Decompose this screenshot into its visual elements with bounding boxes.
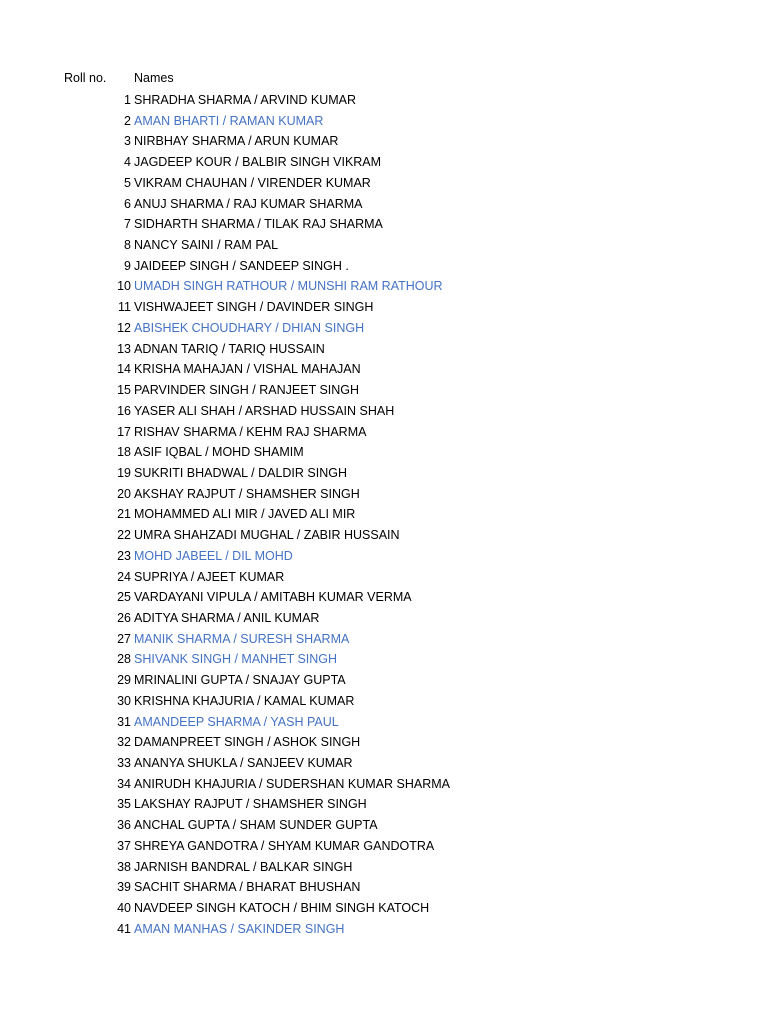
student-parent-name: KRISHNA KHAJURIA / KAMAL KUMAR: [134, 693, 355, 708]
student-parent-name: AMANDEEP SHARMA / YASH PAUL: [134, 714, 339, 729]
roll-number: 41: [117, 921, 131, 936]
student-parent-name: SIDHARTH SHARMA / TILAK RAJ SHARMA: [134, 217, 383, 232]
roll-number: 22: [117, 528, 131, 543]
student-parent-name: ANUJ SHARMA / RAJ KUMAR SHARMA: [134, 196, 363, 211]
student-parent-name: NAVDEEP SINGH KATOCH / BHIM SINGH KATOCH: [134, 901, 430, 916]
student-parent-name: AMAN BHARTI / RAMAN KUMAR: [134, 113, 324, 128]
roll-number: 21: [117, 507, 131, 522]
roll-number: 15: [117, 383, 131, 398]
names-header: Names: [134, 71, 174, 85]
roll-number: 14: [117, 362, 131, 377]
table-row: [0, 879, 768, 900]
student-parent-name: SUKRITI BHADWAL / DALDIR SINGH: [134, 465, 347, 480]
student-parent-name: ABISHEK CHOUDHARY / DHIAN SINGH: [134, 320, 365, 335]
student-parent-name: JAIDEEP SINGH / SANDEEP SINGH .: [134, 258, 349, 273]
table-row: [0, 216, 768, 237]
table-row: [0, 693, 768, 714]
student-parent-name: NIRBHAY SHARMA / ARUN KUMAR: [134, 134, 339, 149]
student-parent-name: MOHD JABEEL / DIL MOHD: [134, 548, 293, 563]
table-row: [0, 838, 768, 859]
student-parent-name: JARNISH BANDRAL / BALKAR SINGH: [134, 859, 353, 874]
table-row: [0, 196, 768, 217]
student-parent-name: AMAN MANHAS / SAKINDER SINGH: [134, 921, 345, 936]
roll-number: 9: [124, 258, 131, 273]
roll-number: 10: [117, 279, 131, 294]
table-row: [0, 631, 768, 652]
roll-number: 1: [124, 93, 131, 107]
student-parent-name: LAKSHAY RAJPUT / SHAMSHER SINGH: [134, 797, 367, 812]
student-parent-name: ASIF IQBAL / MOHD SHAMIM: [134, 445, 304, 460]
table-row: [0, 921, 768, 942]
table-row: [0, 859, 768, 880]
student-parent-name: YASER ALI SHAH / ARSHAD HUSSAIN SHAH: [134, 403, 395, 418]
table-row: [0, 776, 768, 797]
roll-number: 39: [117, 880, 131, 895]
table-row: [0, 817, 768, 838]
roll-number: 36: [117, 818, 131, 833]
roll-number: 11: [118, 300, 131, 315]
roll-number: 30: [117, 693, 131, 708]
roll-number: 20: [117, 486, 131, 501]
table-row: [0, 403, 768, 424]
student-parent-name: DAMANPREET SINGH / ASHOK SINGH: [134, 735, 361, 750]
roll-number: 34: [117, 776, 131, 791]
student-parent-name: RISHAV SHARMA / KEHM RAJ SHARMA: [134, 424, 367, 439]
student-parent-name: ANANYA SHUKLA / SANJEEV KUMAR: [134, 756, 353, 770]
table-row: [0, 320, 768, 341]
table-row: [0, 113, 768, 134]
table-row: [0, 299, 768, 320]
roll-number: 4: [124, 155, 131, 170]
table-row: [0, 900, 768, 921]
student-parent-name: VIKRAM CHAUHAN / VIRENDER KUMAR: [134, 175, 371, 190]
student-parent-name: SUPRIYA / AJEET KUMAR: [134, 569, 285, 584]
table-row: [0, 755, 768, 776]
table-row: [0, 237, 768, 258]
table-row: [0, 154, 768, 175]
table-row: [0, 651, 768, 672]
roll-number: 37: [117, 838, 131, 853]
table-row: [0, 796, 768, 817]
table-row: [0, 465, 768, 486]
roll-number: 17: [117, 424, 131, 439]
table-row: [0, 734, 768, 755]
roll-number: 18: [117, 445, 131, 460]
table-row: [0, 133, 768, 154]
table-row: [0, 527, 768, 548]
roll-number: 2: [124, 113, 131, 128]
roll-number: 24: [117, 569, 131, 584]
roll-number: 35: [117, 797, 131, 812]
student-parent-name: UMADH SINGH RATHOUR / MUNSHI RAM RATHOUR: [134, 279, 443, 294]
student-parent-name: SHREYA GANDOTRA / SHYAM KUMAR GANDOTRA: [134, 838, 435, 853]
table-row: [0, 341, 768, 362]
student-parent-name: NANCY SAINI / RAM PAL: [134, 238, 279, 253]
roll-number: 25: [117, 590, 131, 605]
roll-number: 23: [117, 548, 131, 563]
roll-number: 26: [117, 610, 131, 625]
student-parent-name: MRINALINI GUPTA / SNAJAY GUPTA: [134, 673, 346, 688]
roll-number: 29: [117, 673, 131, 688]
roll-number: 12: [117, 320, 131, 335]
student-parent-name: KRISHA MAHAJAN / VISHAL MAHAJAN: [134, 362, 361, 377]
roll-number: 32: [117, 735, 131, 750]
student-parent-name: ADNAN TARIQ / TARIQ HUSSAIN: [134, 341, 325, 356]
student-parent-name: SHIVANK SINGH / MANHET SINGH: [134, 652, 338, 667]
roll-number: 3: [124, 134, 131, 149]
student-parent-name: PARVINDER SINGH / RANJEET SINGH: [134, 383, 360, 398]
roll-list: [0, 92, 768, 941]
student-parent-name: SHRADHA SHARMA / ARVIND KUMAR: [134, 93, 357, 107]
roll-number: 19: [117, 465, 131, 480]
student-parent-name: AKSHAY RAJPUT / SHAMSHER SINGH: [134, 486, 360, 501]
roll-number: 6: [124, 196, 131, 211]
table-row: [0, 444, 768, 465]
roll-number: 16: [117, 403, 131, 418]
student-parent-name: ADITYA SHARMA / ANIL KUMAR: [134, 610, 320, 625]
student-parent-name: ANIRUDH KHAJURIA / SUDERSHAN KUMAR SHARMA: [134, 776, 451, 791]
student-parent-name: JAGDEEP KOUR / BALBIR SINGH VIKRAM: [134, 155, 382, 170]
roll-number: 28: [117, 652, 131, 667]
table-row: [0, 361, 768, 382]
student-parent-name: MOHAMMED ALI MIR / JAVED ALI MIR: [134, 507, 356, 522]
table-row: [0, 382, 768, 403]
roll-number: 40: [117, 901, 131, 916]
table-row: [0, 548, 768, 569]
table-row: [0, 610, 768, 631]
table-row: [0, 278, 768, 299]
table-row: [0, 424, 768, 445]
table-row: [0, 672, 768, 693]
roll-no-header: Roll no.: [64, 71, 107, 85]
table-row: [0, 569, 768, 590]
roll-number: 8: [124, 238, 131, 253]
table-row: [0, 486, 768, 507]
roll-number: 7: [124, 217, 131, 232]
table-row: [0, 92, 768, 113]
student-parent-name: MANIK SHARMA / SURESH SHARMA: [134, 631, 350, 646]
student-parent-name: UMRA SHAHZADI MUGHAL / ZABIR HUSSAIN: [134, 528, 400, 543]
roll-number: 38: [117, 859, 131, 874]
table-row: [0, 506, 768, 527]
roll-number: 5: [124, 175, 131, 190]
table-row: [0, 175, 768, 196]
table-row: [0, 714, 768, 735]
roll-number: 27: [117, 631, 131, 646]
table-row: [0, 589, 768, 610]
student-parent-name: VISHWAJEET SINGH / DAVINDER SINGH: [134, 300, 374, 315]
roll-number: 13: [117, 341, 131, 356]
table-header: [0, 70, 768, 88]
roll-number: 31: [117, 714, 131, 729]
student-parent-name: SACHIT SHARMA / BHARAT BHUSHAN: [134, 880, 361, 895]
roll-number: 33: [117, 756, 131, 770]
student-parent-name: VARDAYANI VIPULA / AMITABH KUMAR VERMA: [134, 590, 412, 605]
table-row: [0, 258, 768, 279]
student-parent-name: ANCHAL GUPTA / SHAM SUNDER GUPTA: [134, 818, 378, 833]
